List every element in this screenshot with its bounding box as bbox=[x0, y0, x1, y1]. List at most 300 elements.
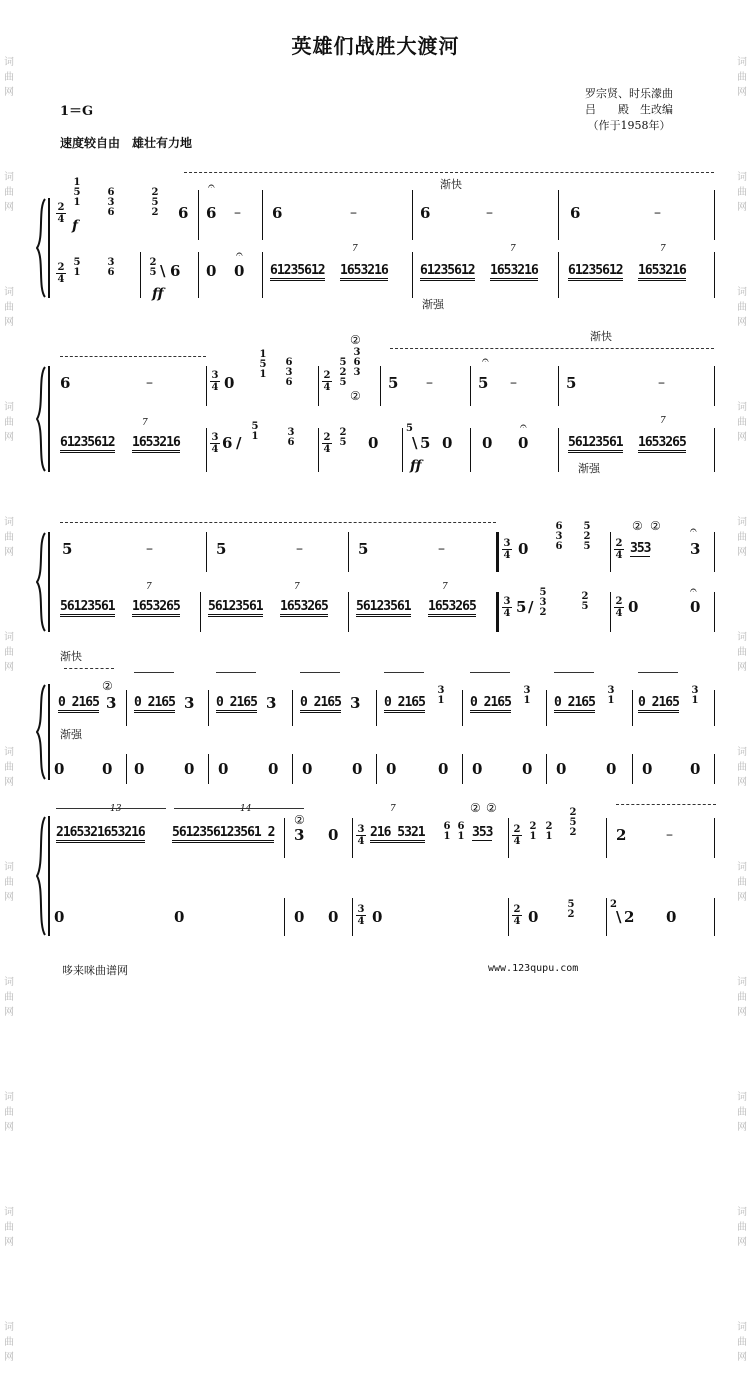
phrase-bracket bbox=[56, 808, 166, 809]
dash: – bbox=[654, 205, 661, 221]
tuplet-7: 7 bbox=[294, 582, 300, 592]
fermata-mark: 𝄐 bbox=[520, 419, 527, 433]
barline bbox=[292, 690, 293, 726]
chord-note: 6 bbox=[107, 207, 115, 218]
barline bbox=[284, 818, 285, 858]
footer-url[interactable]: www.123qupu.com bbox=[488, 963, 579, 974]
note: 0 bbox=[134, 760, 145, 778]
chord-note: 2 bbox=[583, 531, 591, 542]
chord-note: 5 bbox=[539, 587, 547, 598]
system-brace bbox=[36, 198, 46, 298]
barline bbox=[558, 366, 559, 406]
chord-note: 6 bbox=[555, 541, 563, 552]
note-run: 56123561 bbox=[60, 600, 115, 617]
chord-note: 1 bbox=[691, 695, 699, 706]
composer-credit: 罗宗贤、时乐濛曲 bbox=[585, 87, 673, 100]
dash: – bbox=[438, 541, 445, 557]
note: 5 bbox=[62, 540, 73, 558]
accel-marking: 渐快 bbox=[440, 178, 462, 191]
time-bottom: 4 bbox=[513, 836, 521, 847]
score-system-1 bbox=[36, 160, 716, 310]
barline bbox=[546, 690, 547, 726]
barline bbox=[380, 366, 381, 406]
barline bbox=[376, 690, 377, 726]
upper-staff bbox=[50, 177, 716, 240]
tuplet-13: 13 bbox=[110, 804, 122, 814]
tuplet-14: 14 bbox=[240, 804, 252, 814]
tuplet-7: 7 bbox=[146, 582, 152, 592]
score-system-4 bbox=[36, 646, 716, 786]
fermata-mark: 𝄐 bbox=[236, 247, 243, 261]
watermark-text: 词曲网 bbox=[4, 1322, 14, 1363]
barline bbox=[206, 366, 207, 406]
tuplet-7: 7 bbox=[510, 244, 516, 254]
barline bbox=[284, 898, 285, 936]
chord-stack bbox=[528, 822, 538, 842]
barline bbox=[462, 690, 463, 726]
barline bbox=[200, 592, 201, 632]
note-run: 56123561 bbox=[568, 436, 623, 453]
watermark-text: 词曲网 bbox=[4, 1092, 14, 1133]
chord-note: 2 bbox=[567, 909, 575, 920]
string-marker-2: ② bbox=[102, 679, 113, 693]
note: 0 bbox=[54, 760, 65, 778]
barline bbox=[262, 252, 263, 298]
lower-staff bbox=[50, 244, 716, 311]
time-bottom: 4 bbox=[57, 274, 65, 285]
note-run: 216 5321 bbox=[370, 826, 425, 843]
note: 6 bbox=[420, 204, 431, 222]
note-run: 0 2165 bbox=[554, 696, 595, 713]
score-system-2 bbox=[36, 330, 716, 486]
chord-stack bbox=[522, 686, 532, 706]
time-signature bbox=[56, 202, 66, 225]
phrase-bracket bbox=[174, 808, 304, 809]
time-bottom: 4 bbox=[503, 550, 511, 561]
glide-mark: / bbox=[236, 434, 242, 452]
note-run: 1653265 bbox=[280, 600, 328, 617]
dash: – bbox=[146, 541, 153, 557]
time-signature bbox=[322, 370, 332, 393]
footer-site-name: 哆来咪曲谱网 bbox=[62, 964, 128, 977]
fermata-mark: 𝄐 bbox=[208, 179, 215, 193]
dash: – bbox=[666, 827, 673, 843]
chord-note: 3 bbox=[691, 685, 699, 696]
chord-note: 2 bbox=[569, 827, 577, 838]
string-marker-2: ② bbox=[470, 801, 481, 815]
time-signature bbox=[512, 904, 522, 927]
lower-staff bbox=[50, 754, 716, 784]
side-watermark-right bbox=[735, 40, 749, 1380]
chord-note: 2 bbox=[149, 257, 157, 268]
barline bbox=[508, 818, 509, 858]
chord-note: 1 bbox=[443, 831, 451, 842]
note: 0 bbox=[482, 434, 493, 452]
watermark-text: 词曲网 bbox=[737, 1092, 747, 1133]
accel-marking: 渐快 bbox=[590, 330, 612, 343]
note-run: 0 2165 bbox=[470, 696, 511, 713]
dash: – bbox=[658, 375, 665, 391]
time-signature bbox=[502, 538, 512, 561]
note: 0 bbox=[690, 598, 701, 616]
barline bbox=[262, 190, 263, 240]
chord-note: 6 bbox=[457, 821, 465, 832]
note: 0 bbox=[368, 434, 379, 452]
chord-stack bbox=[568, 808, 578, 838]
note: 0 bbox=[556, 760, 567, 778]
note: 0 bbox=[690, 760, 701, 778]
note: 0 bbox=[328, 826, 339, 844]
chord-note: 5 bbox=[581, 601, 589, 612]
dash: – bbox=[296, 541, 303, 557]
time-signature bbox=[356, 904, 366, 927]
chord-note: 6 bbox=[107, 187, 115, 198]
chord-note: 2 bbox=[539, 607, 547, 618]
time-top: 2 bbox=[513, 904, 521, 915]
barline bbox=[714, 754, 715, 784]
time-signature bbox=[322, 432, 332, 455]
barline bbox=[558, 190, 559, 240]
chord-note: 1 bbox=[251, 431, 259, 442]
barline bbox=[376, 754, 377, 784]
chord-note: 3 bbox=[107, 257, 115, 268]
credits-block bbox=[559, 86, 699, 134]
chord-note: 2 bbox=[339, 427, 347, 438]
phrase-bracket bbox=[134, 672, 174, 673]
chord-note: 3 bbox=[353, 347, 361, 358]
watermark-text: 词曲网 bbox=[737, 632, 747, 673]
dash: – bbox=[426, 375, 433, 391]
barline bbox=[348, 592, 349, 632]
chord-note: 1 bbox=[73, 197, 81, 208]
watermark-text: 词曲网 bbox=[4, 287, 14, 328]
chord-note: 2 bbox=[151, 207, 159, 218]
time-signature bbox=[614, 596, 624, 619]
side-watermark-left bbox=[2, 40, 16, 1380]
barline bbox=[610, 592, 611, 632]
fermata-mark: 𝄐 bbox=[690, 523, 697, 537]
string-marker-2: ② bbox=[350, 333, 361, 347]
chord-note: 3 bbox=[523, 685, 531, 696]
time-signature bbox=[210, 432, 220, 455]
chord-note: 1 bbox=[457, 831, 465, 842]
cresc-marking: 渐强 bbox=[422, 298, 444, 311]
chord-stack bbox=[106, 188, 116, 218]
barline bbox=[714, 252, 715, 298]
note: 3 bbox=[266, 694, 277, 712]
string-marker-2: ② bbox=[294, 813, 305, 827]
barline bbox=[546, 754, 547, 784]
barline bbox=[632, 690, 633, 726]
phrase-bracket bbox=[554, 672, 594, 673]
chord-note: 6 bbox=[285, 377, 293, 388]
time-signature bbox=[614, 538, 624, 561]
tremolo-line bbox=[60, 522, 496, 523]
note: 0 bbox=[102, 760, 113, 778]
tuplet-7: 7 bbox=[442, 582, 448, 592]
note: 0 bbox=[628, 598, 639, 616]
tuplet-7: 7 bbox=[352, 244, 358, 254]
barline bbox=[206, 428, 207, 472]
chord-stack bbox=[436, 686, 446, 706]
chord-note: 3 bbox=[607, 685, 615, 696]
barline bbox=[318, 428, 319, 472]
watermark-text: 词曲网 bbox=[4, 172, 14, 213]
score-system-3 bbox=[36, 510, 716, 640]
note: 6 bbox=[272, 204, 283, 222]
dash: – bbox=[234, 205, 241, 221]
chord-note: 1 bbox=[529, 831, 537, 842]
time-bottom: 4 bbox=[323, 444, 331, 455]
barline bbox=[714, 898, 715, 936]
note-run: 1653216 bbox=[490, 264, 538, 281]
phrase-bracket bbox=[470, 672, 510, 673]
note: 5 bbox=[566, 374, 577, 392]
watermark-text: 词曲网 bbox=[737, 977, 747, 1018]
barline bbox=[470, 428, 471, 472]
string-marker-2: ② bbox=[632, 519, 643, 533]
chord-stack bbox=[72, 258, 82, 278]
barline bbox=[714, 818, 715, 858]
time-signature bbox=[356, 824, 366, 847]
chord-note: 3 bbox=[285, 367, 293, 378]
glide-mark: \ bbox=[412, 434, 418, 452]
barline bbox=[198, 190, 199, 240]
fermata-mark: 𝄐 bbox=[482, 353, 489, 367]
note: 0 bbox=[438, 760, 449, 778]
watermark-text: 词曲网 bbox=[4, 747, 14, 788]
chord-stack bbox=[690, 686, 700, 706]
barline bbox=[714, 592, 715, 632]
chord-stack bbox=[338, 428, 348, 448]
barline bbox=[348, 532, 349, 572]
note: 0 bbox=[268, 760, 279, 778]
dash: – bbox=[350, 205, 357, 221]
watermark-text: 词曲网 bbox=[4, 517, 14, 558]
chord-stack bbox=[566, 900, 576, 920]
time-top: 2 bbox=[57, 262, 65, 273]
watermark-text: 词曲网 bbox=[4, 1207, 14, 1248]
time-top: 3 bbox=[503, 538, 511, 549]
barline bbox=[126, 754, 127, 784]
barline bbox=[558, 428, 559, 472]
barline bbox=[402, 428, 403, 472]
note: 6 bbox=[60, 374, 71, 392]
watermark-text: 词曲网 bbox=[737, 517, 747, 558]
note: 0 bbox=[642, 760, 653, 778]
tuplet-7: 7 bbox=[660, 244, 666, 254]
note: 5 bbox=[216, 540, 227, 558]
note: 0 bbox=[386, 760, 397, 778]
watermark-text: 词曲网 bbox=[737, 1207, 747, 1248]
note: 0 bbox=[174, 908, 185, 926]
note-run: 1653265 bbox=[428, 600, 476, 617]
chord-stack bbox=[442, 822, 452, 842]
note-run: 0 2165 bbox=[216, 696, 257, 713]
note: 5 bbox=[358, 540, 369, 558]
time-bottom: 4 bbox=[503, 608, 511, 619]
chord-note: 3 bbox=[555, 531, 563, 542]
barline bbox=[208, 690, 209, 726]
time-top: 2 bbox=[615, 538, 623, 549]
note-run: 2165321653216 bbox=[56, 826, 145, 843]
upper-staff bbox=[50, 679, 716, 726]
cresc-marking: 渐强 bbox=[60, 728, 82, 741]
note: 5 bbox=[516, 598, 527, 616]
barline bbox=[606, 818, 607, 858]
note: 0 bbox=[372, 908, 383, 926]
accel-line bbox=[64, 668, 114, 669]
barline bbox=[462, 754, 463, 784]
barline bbox=[714, 428, 715, 472]
string-marker-2: ② bbox=[350, 389, 361, 403]
chord-note: 6 bbox=[443, 821, 451, 832]
note: 0 bbox=[606, 760, 617, 778]
watermark-text: 词曲网 bbox=[4, 862, 14, 903]
grace-note: 2 bbox=[610, 899, 617, 910]
chord-note: 5 bbox=[259, 359, 267, 370]
note-run: 0 2165 bbox=[638, 696, 679, 713]
lower-staff bbox=[50, 416, 716, 475]
chord-note: 5 bbox=[583, 521, 591, 532]
note-run: 0 2165 bbox=[134, 696, 175, 713]
note: 2 bbox=[624, 908, 635, 926]
barline bbox=[292, 754, 293, 784]
chord-note: 2 bbox=[151, 187, 159, 198]
time-top: 3 bbox=[211, 432, 219, 443]
chord-note: 5 bbox=[583, 541, 591, 552]
key-signature: 1＝G bbox=[60, 104, 94, 119]
time-bottom: 4 bbox=[57, 214, 65, 225]
note-run: 61235612 bbox=[60, 436, 115, 453]
chord-stack bbox=[544, 822, 554, 842]
time-bottom: 4 bbox=[357, 836, 365, 847]
watermark-text: 词曲网 bbox=[737, 402, 747, 443]
chord-note: 1 bbox=[259, 349, 267, 360]
watermark-text: 词曲网 bbox=[4, 57, 14, 98]
note: 0 bbox=[518, 434, 529, 452]
tremolo-line bbox=[60, 356, 206, 357]
barline bbox=[412, 252, 413, 298]
dash: – bbox=[486, 205, 493, 221]
chord-stack bbox=[456, 822, 466, 842]
note: 0 bbox=[472, 760, 483, 778]
watermark-text: 词曲网 bbox=[737, 862, 747, 903]
chord-note: 5 bbox=[569, 817, 577, 828]
time-top: 3 bbox=[357, 824, 365, 835]
note-run: 353 bbox=[630, 541, 651, 556]
time-top: 3 bbox=[357, 904, 365, 915]
chord-note: 5 bbox=[251, 421, 259, 432]
barline bbox=[610, 532, 611, 572]
chord-stack bbox=[352, 348, 362, 378]
score-system-5 bbox=[36, 786, 716, 946]
chord-note: 6 bbox=[555, 521, 563, 532]
system-brace bbox=[36, 532, 46, 632]
note: 0 bbox=[206, 262, 217, 280]
grace-note: 5 bbox=[406, 423, 413, 434]
chord-stack bbox=[106, 258, 116, 278]
note-run: 353 bbox=[472, 825, 493, 840]
note-run: 1653265 bbox=[132, 600, 180, 617]
watermark-text: 词曲网 bbox=[737, 1322, 747, 1363]
note: 6 bbox=[570, 204, 581, 222]
note-run: 61235612 bbox=[568, 264, 623, 281]
glide-mark: \ bbox=[160, 262, 166, 280]
chord-stack bbox=[582, 522, 592, 552]
time-top: 3 bbox=[211, 370, 219, 381]
chord-note: 3 bbox=[539, 597, 547, 608]
chord-note: 2 bbox=[339, 367, 347, 378]
barline bbox=[412, 190, 413, 240]
note-run: 56123561 bbox=[208, 600, 263, 617]
chord-stack bbox=[338, 358, 348, 388]
arranger-credit: 吕 殿 生改编 bbox=[585, 103, 673, 116]
tuplet-7: 7 bbox=[660, 416, 666, 426]
chord-note: 5 bbox=[339, 437, 347, 448]
chord-note: 5 bbox=[339, 377, 347, 388]
note: 0 bbox=[442, 434, 453, 452]
note: 3 bbox=[106, 694, 117, 712]
string-marker-2: ② bbox=[486, 801, 497, 815]
chord-stack bbox=[150, 188, 160, 218]
chord-note: 2 bbox=[569, 807, 577, 818]
upper-staff bbox=[50, 519, 716, 572]
lower-staff bbox=[50, 582, 716, 632]
chord-note: 1 bbox=[73, 267, 81, 278]
score-title: 英雄们战胜大渡河 bbox=[291, 34, 460, 58]
glide-mark: / bbox=[528, 598, 534, 616]
barline bbox=[198, 252, 199, 298]
note-run: 1653265 bbox=[638, 436, 686, 453]
note-run: 61235612 bbox=[420, 264, 475, 281]
time-top: 2 bbox=[323, 370, 331, 381]
note: 5 bbox=[420, 434, 431, 452]
lower-staff bbox=[50, 898, 716, 936]
system-brace bbox=[36, 684, 46, 780]
note: 6 bbox=[206, 204, 217, 222]
note: 5 bbox=[478, 374, 489, 392]
tremolo-line bbox=[184, 172, 714, 173]
dynamic-ff: ff bbox=[410, 458, 422, 474]
note: 0 bbox=[184, 760, 195, 778]
note-run: 61235612 bbox=[270, 264, 325, 281]
time-bottom: 4 bbox=[513, 916, 521, 927]
system-brace bbox=[36, 816, 46, 936]
barline bbox=[470, 366, 471, 406]
chord-note: 3 bbox=[353, 367, 361, 378]
note: 0 bbox=[54, 908, 65, 926]
chord-note: 1 bbox=[607, 695, 615, 706]
dash: – bbox=[146, 375, 153, 391]
chord-note: 5 bbox=[73, 257, 81, 268]
note-run: 0 2165 bbox=[300, 696, 341, 713]
note: 6 bbox=[170, 262, 181, 280]
chord-note: 6 bbox=[287, 437, 295, 448]
phrase-bracket bbox=[384, 672, 424, 673]
phrase-bracket bbox=[216, 672, 256, 673]
accel-marking: 渐快 bbox=[60, 650, 82, 663]
tremolo-line bbox=[390, 348, 714, 349]
barline bbox=[606, 898, 607, 936]
watermark-text: 词曲网 bbox=[4, 402, 14, 443]
barline bbox=[206, 532, 207, 572]
phrase-bracket bbox=[638, 672, 678, 673]
barline-double bbox=[496, 532, 499, 572]
tuplet-7: 7 bbox=[390, 804, 396, 814]
chord-note: 5 bbox=[151, 197, 159, 208]
note-run: 0 2165 bbox=[58, 696, 99, 713]
